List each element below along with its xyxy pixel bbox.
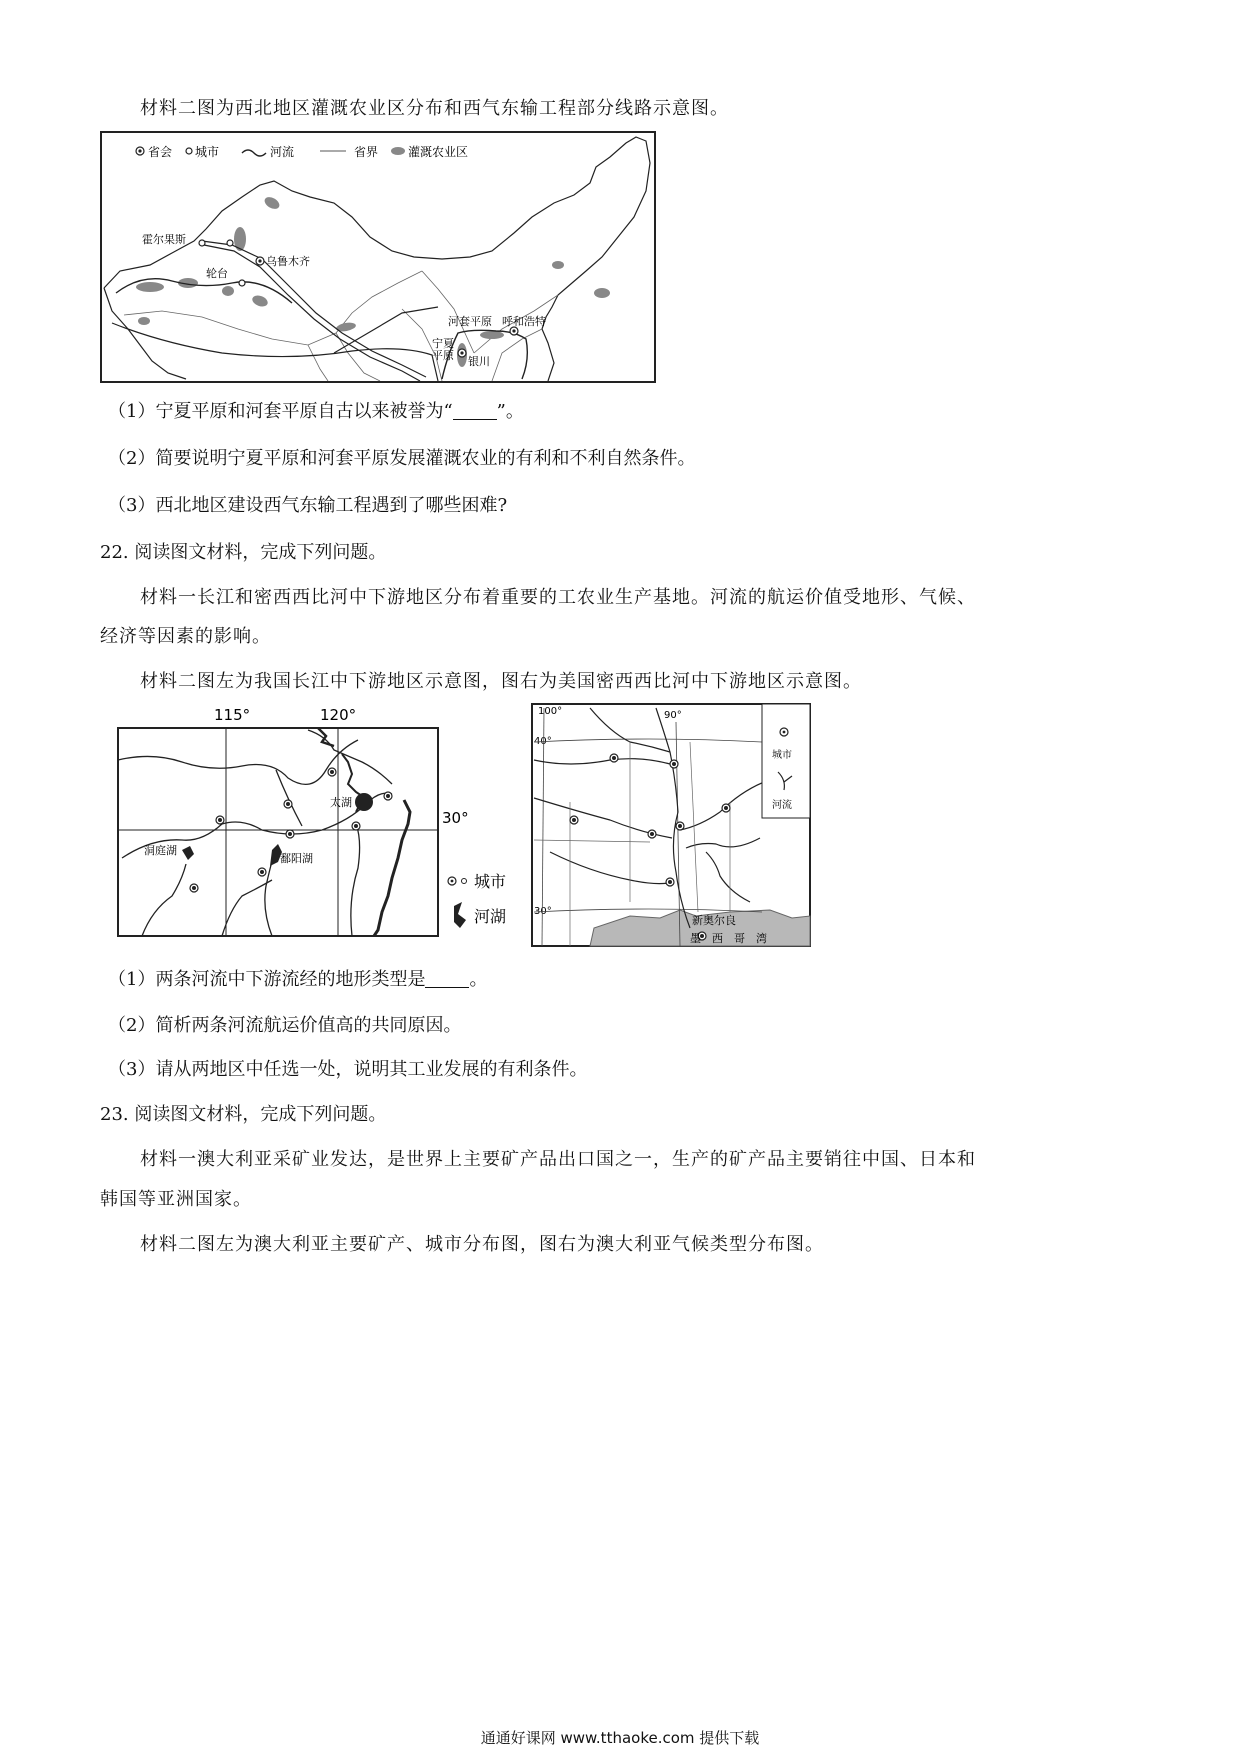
legend-city-label: 城市 — [195, 145, 220, 159]
q22-yangtze-map — [112, 700, 522, 950]
label-lon-100: 100° — [538, 706, 563, 717]
q22-sub3: （3）请从两地区中任选一处，说明其工业发展的有利条件。 — [108, 1059, 588, 1080]
q21-sub1-end: ”。 — [496, 401, 524, 422]
yangtze-map-frame — [118, 728, 438, 936]
legend-capital-label: 省会 — [148, 145, 173, 159]
label-lon-115: 115° — [214, 706, 251, 724]
label-taihu: 太湖 — [330, 796, 352, 809]
yangtze-legend — [448, 872, 506, 928]
q21-sub1-text: （1）宁夏平原和河套平原自古以来被誉为“ — [108, 401, 453, 422]
legend-river-label: 河流 — [270, 145, 295, 159]
label-yinchuan: 银川 — [468, 355, 490, 368]
label-lat-30: 30° — [442, 809, 469, 827]
irrigation-areas — [136, 195, 610, 367]
q21-material2: 材料二图为西北地区灌溉农业区分布和西气东输工程部分线路示意图。 — [140, 98, 729, 119]
southwest-boundary — [104, 288, 186, 379]
q21-sub2: （2）简要说明宁夏平原和河套平原发展灌溉农业的有利和不利自然条件。 — [108, 448, 696, 469]
q21-sub3: （3）西北地区建设西气东输工程遇到了哪些困难? — [108, 495, 508, 516]
answer-blank — [425, 969, 469, 988]
northwest-map-svg — [102, 133, 654, 381]
q22-sub1-end: 。 — [469, 969, 488, 990]
label-luntai: 轮台 — [206, 267, 228, 280]
q23-material1-line1: 材料一澳大利亚采矿业发达，是世界上主要矿产品出口国之一，生产的矿产品主要销往中国、日本和 — [140, 1149, 976, 1170]
label-lat-40: 40° — [534, 736, 552, 747]
label-hohhot: 呼和浩特 — [502, 315, 546, 328]
yangtze-map-svg — [112, 700, 522, 950]
label-lon-90: 90° — [664, 710, 682, 721]
page-footer: 通通好课网 www.tthaoke.com 提供下载 — [480, 1729, 760, 1747]
label-ningxia-line1: 宁夏 — [432, 337, 454, 350]
legend-border-label: 省界 — [354, 145, 379, 159]
legend-city-label: 城市 — [474, 872, 507, 891]
label-lat-30: 30° — [534, 906, 552, 917]
taihu-lake — [355, 793, 373, 811]
luntai-city-icon — [239, 280, 245, 286]
label-dongting: 洞庭湖 — [144, 844, 177, 857]
label-gulf: 墨 西 哥 湾 — [690, 932, 767, 945]
legend-lake-label: 河湖 — [474, 907, 507, 926]
country-boundary — [104, 137, 650, 381]
q22-material1-line2: 经济等因素的影响。 — [100, 626, 271, 647]
label-hetao-plain: 河套平原 — [448, 315, 492, 328]
rivers — [116, 279, 527, 379]
q22-material2: 材料二图左为我国长江中下游地区示意图，图右为美国密西西比河中下游地区示意图。 — [140, 671, 862, 692]
q23-material2: 材料二图左为澳大利亚主要矿产、城市分布图，图右为澳大利亚气候类型分布图。 — [140, 1234, 824, 1255]
q23-title: 23. 阅读图文材料，完成下列问题。 — [100, 1104, 387, 1125]
mississippi-map-svg — [530, 702, 814, 952]
label-urumqi: 乌鲁木齐 — [266, 255, 310, 268]
answer-blank — [453, 401, 497, 420]
legend-irrigation-label: 灌溉农业区 — [408, 145, 469, 159]
legend-city-label: 城市 — [772, 750, 792, 761]
khorgos-city-icon — [199, 240, 205, 246]
irrigation-symbol-icon — [391, 147, 405, 155]
q22-sub1 — [108, 968, 487, 992]
river-symbol-icon — [242, 150, 266, 156]
q22-material1-line1: 材料一长江和密西西比河中下游地区分布着重要的工农业生产基地。河流的航运价值受地形、气候、 — [140, 587, 976, 608]
q22-sub2: （2）简析两条河流航运价值高的共同原因。 — [108, 1015, 462, 1036]
q23-material1-line2: 韩国等亚洲国家。 — [100, 1189, 252, 1210]
map-legend — [136, 144, 468, 159]
q22-mississippi-map — [530, 702, 814, 952]
label-khorgos: 霍尔果斯 — [142, 233, 186, 246]
mississippi-legend — [762, 704, 810, 818]
pipeline-line-3 — [112, 323, 438, 381]
legend-river-label: 河流 — [772, 800, 792, 811]
q22-sub1-text: （1）两条河流中下游流经的地形类型是 — [108, 969, 426, 990]
pipeline-line-2 — [204, 245, 420, 381]
q21-sub1 — [108, 400, 524, 424]
label-neworleans: 新奥尔良 — [692, 914, 736, 927]
label-ningxia-line2: 平原 — [432, 349, 454, 362]
label-lon-120: 120° — [320, 706, 357, 724]
label-poyang: 鄱阳湖 — [280, 852, 313, 865]
lake-legend-icon — [454, 902, 466, 928]
q22-title: 22. 阅读图文材料，完成下列问题。 — [100, 542, 387, 563]
q21-northwest-map — [100, 131, 656, 383]
city-symbol-icon — [186, 148, 192, 154]
